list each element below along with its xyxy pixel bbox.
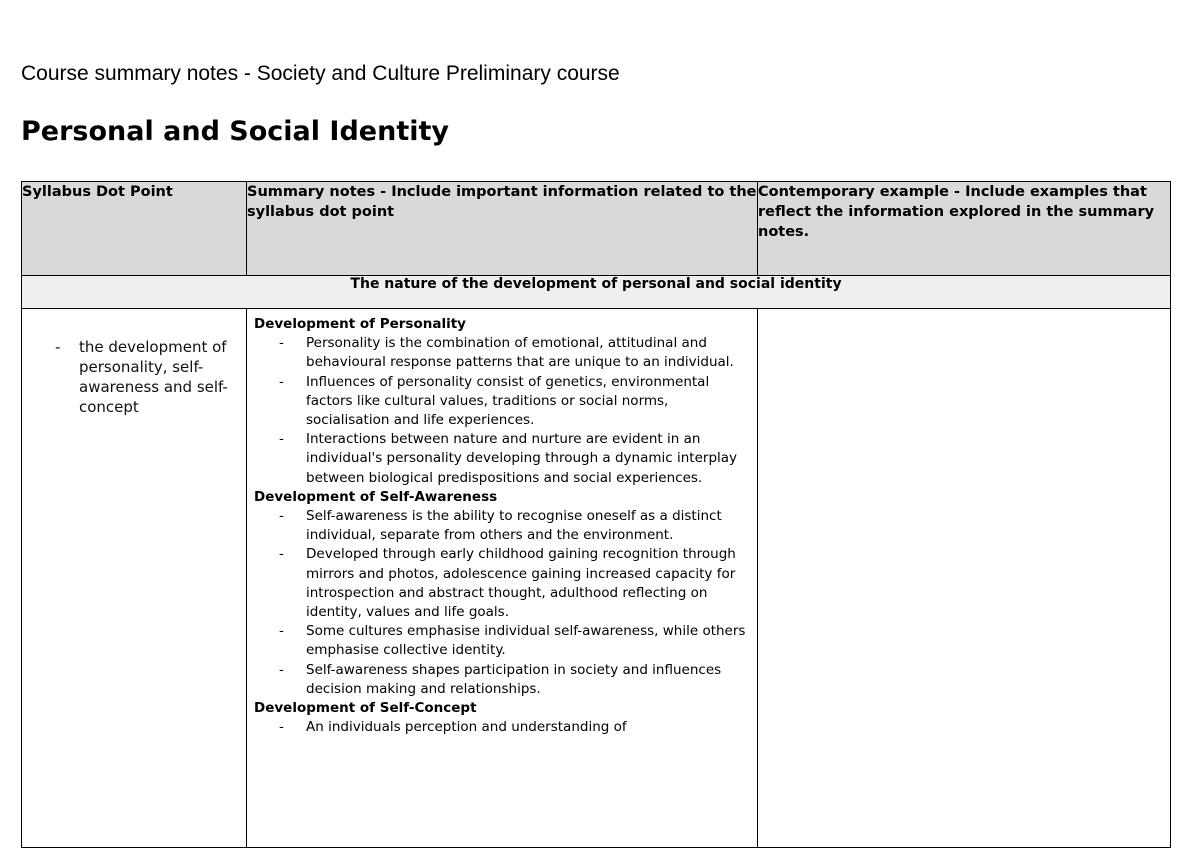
list-item [254, 545, 751, 622]
dash-bullet: - [279, 508, 284, 525]
summary-table [21, 181, 1171, 848]
list-item [254, 622, 751, 660]
column-header-example: Contemporary example - Include examples that reflect the information explored in the summary notes. [758, 182, 1171, 276]
notes-bullet-text: Self-awareness shapes participation in society and influences decision making and relationships. [306, 661, 722, 697]
syllabus-dot-point-text: the development of personality, self-awareness and self-concept [79, 338, 228, 416]
dash-bullet: - [279, 623, 284, 640]
section-title: Personal and Social Identity [21, 116, 450, 147]
dash-bullet: - [279, 546, 284, 563]
table-subheading: The nature of the development of personal and social identity [22, 276, 1171, 309]
dash-bullet: - [279, 373, 284, 390]
notes-bullet-list [254, 718, 751, 737]
notes-bullet-text: Developed through early childhood gaining recognition through mirrors and photos, adolescence gaining increased capacity for introspection and abstract thought, adulthood reflecting on identity, values and life goals. [306, 546, 736, 621]
notes-bullet-text: An individuals perception and understanding of [306, 719, 627, 736]
list-item [254, 430, 751, 488]
list-item [254, 507, 751, 545]
course-title: Course summary notes - Society and Culture Preliminary course [21, 62, 620, 85]
notes-bullet-list [254, 507, 751, 699]
notes-bullet-text: Self-awareness is the ability to recognise oneself as a distinct individual, separate from others and the environment. [306, 508, 722, 544]
syllabus-dot-point-cell [22, 309, 247, 848]
dash-bullet: - [279, 661, 284, 678]
column-header-syllabus: Syllabus Dot Point [22, 182, 247, 276]
table-subheading-row [22, 276, 1171, 309]
dash-bullet: - [279, 719, 284, 736]
column-header-summary: Summary notes - Include important information related to the syllabus dot point [247, 182, 758, 276]
list-item [254, 334, 751, 372]
list-item [254, 373, 751, 431]
notes-bullet-text: Some cultures emphasise individual self-awareness, while others emphasise collective identity. [306, 623, 746, 659]
dash-bullet: - [279, 431, 284, 448]
notes-section-heading: Development of Personality [254, 316, 466, 332]
notes-bullet-list [254, 334, 751, 488]
syllabus-dot-point [46, 337, 238, 417]
list-item [254, 718, 751, 737]
notes-bullet-text: Interactions between nature and nurture are evident in an individual's personality developing through a dynamic interplay between biological predispositions and social experiences. [306, 431, 738, 486]
table-row [22, 309, 1171, 848]
dash-bullet: - [279, 335, 284, 352]
notes-bullet-text: Personality is the combination of emotional, attitudinal and behavioural response patterns that are unique to an individual. [306, 335, 734, 371]
notes-section-heading: Development of Self-Awareness [254, 488, 498, 505]
notes-bullet-text: Influences of personality consist of genetics, environmental factors like cultural values, traditions or social norms, socialisation and life experiences. [306, 373, 710, 429]
summary-notes-content [254, 315, 751, 825]
table-header-row [22, 182, 1171, 276]
contemporary-example-cell [758, 309, 1171, 848]
list-item [254, 661, 751, 699]
notes-section-heading: Development of Self-Concept [254, 700, 477, 717]
dash-bullet: - [55, 338, 61, 356]
summary-notes-cell [247, 309, 758, 848]
